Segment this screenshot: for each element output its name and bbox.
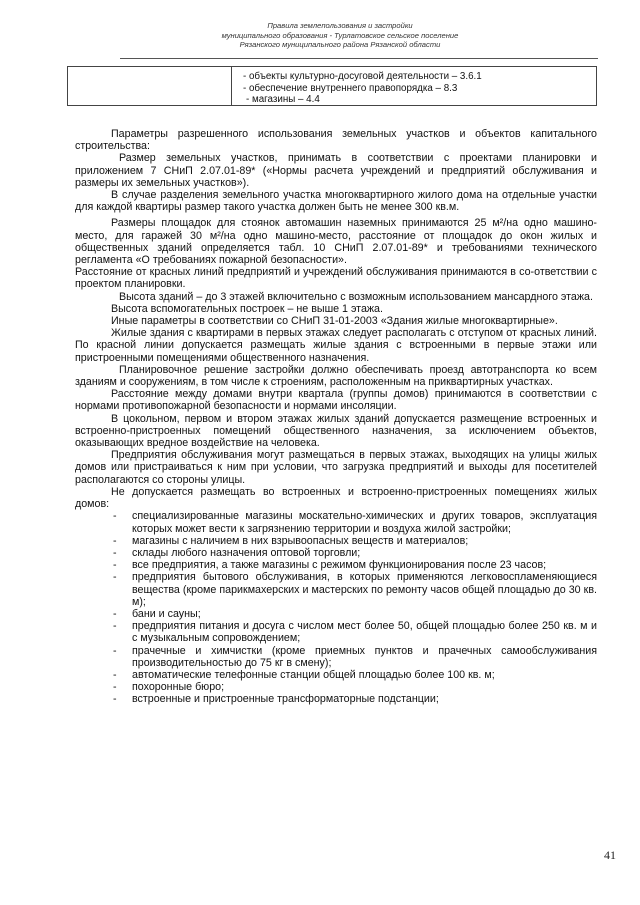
table-item: - магазины – 4.4 — [246, 94, 320, 105]
paragraph: Иные параметры в соответствии со СНиП 31-01-2003 «Здания жилые многоквартирные». — [111, 315, 558, 328]
list-item: - прачечные и химчистки (кроме приемных пунктов и прачечных самообслуживания производительностью до 75 кг в смену); — [75, 645, 597, 669]
header-line-3: Рязанского муниципального района Рязанской области — [239, 40, 441, 50]
list-item: - все предприятия, а также магазины с режимом функционирования после 23 часов; — [75, 559, 597, 571]
header-line-1: Правила землепользования и застройки — [267, 21, 413, 30]
paragraph: Предприятия обслуживания могут размещаться в первых этажах, выходящих на улицы жилых домов или пристраиваться к ним при условии, что загрузка предприятий и выходы для посетителей располагаются со стороны улицы. — [75, 449, 597, 486]
paragraph: Высота вспомогательных построек – не выше 1 этажа. — [111, 302, 383, 315]
list-item: - склады любого назначения оптовой торговли; — [75, 547, 597, 559]
table-item: - обеспечение внутреннего правопорядка – 8.3 — [243, 82, 458, 94]
list-item: - встроенные и пристроенные трансформаторные подстанции; — [75, 693, 597, 705]
paragraph: Высота зданий – до 3 этажей включительно с возможным использованием мансардного этажа. — [119, 290, 593, 303]
paragraph: Размеры площадок для стоянок автомашин наземных принимаются 25 м²/на одно машино-место, для гаражей 30 м²/на одно машино-место, расстояние от площадок до окон жилых и общественных зданий определяется табл. 10 СНиП 2.07.01-89* и требованиями технического регламента «О требованиях пожарной безопасности». — [75, 217, 597, 267]
header-rule — [120, 58, 598, 59]
table-item: - объекты культурно-досуговой деятельности – 3.6.1 — [243, 71, 482, 82]
running-header — [150, 21, 530, 50]
paragraph: Жилые здания с квартирами в первых этажах следует располагать с отступом от красных линий. По красной линии допускается размещать жилые здания с встроенными в первые этажи или пристроенными помещениями общественного назначения. — [75, 327, 597, 364]
list-item: - специализированные магазины москательно-химических и других товаров, эксплуатация которых может вести к загрязнению территории и воздуха жилой застройки; — [75, 510, 597, 534]
paragraph: Размер земельных участков, принимать в соответствии с проектами планировки и приложением 7 СНиП 2.07.01-89* («Нормы расчета учреждений и предприятий обслуживания и размеры их земельных участков»). — [75, 152, 597, 189]
list-item: - бани и сауны; — [75, 608, 597, 620]
paragraph: Параметры разрешенного использования земельных участков и объектов капитального строительства: — [75, 128, 597, 153]
table-cell — [243, 71, 593, 106]
document-body — [75, 128, 597, 706]
paragraph: Расстояние от красных линий предприятий и учреждений обслуживания принимаются в со-ответствии с проектом планировки. — [75, 266, 597, 291]
page-number: 41 — [604, 848, 616, 862]
list-item: - похоронные бюро; — [75, 681, 597, 693]
paragraph: Расстояние между домами внутри квартала (группы домов) принимаются в соответствии с нормами противопожарной безопасности и нормами инсоляции. — [75, 388, 597, 413]
prohibited-list — [75, 510, 597, 705]
list-item: - предприятия питания и досуга с числом мест более 50, общей площадью более 250 кв. м и с музыкальным сопровождением; — [75, 620, 597, 644]
paragraph: Планировочное решение застройки должно обеспечивать проезд автотранспорта ко всем зданиям и сооружениям, в том числе к строениям, расположенным на приквартирных участках. — [75, 363, 597, 389]
table-column-divider — [231, 67, 232, 105]
list-item: - магазины с наличием в них взрывоопасных веществ и материалов; — [75, 535, 597, 547]
header-line-2: муниципального образования - Турлатовское сельское поселение — [221, 30, 459, 40]
list-item: - предприятия бытового обслуживания, в которых применяются легковоспламеняющиеся вещества (кроме парикмахерских и мастерских по ремонту часов общей площадью до 30 кв. м); — [75, 571, 597, 608]
paragraph: В случае разделения земельного участка многоквартирного жилого дома на отдельные участки для каждой квартиры размер такого участка должен быть не менее 300 кв.м. — [75, 189, 597, 214]
paragraph: В цокольном, первом и втором этажах жилых зданий допускается размещение встроенных и встроенно-пристроенных помещений общественного назначения, за исключением объектов, оказывающих вредное воздействие на человека. — [75, 412, 597, 450]
list-item: - автоматические телефонные станции общей площадью более 100 кв. м; — [75, 669, 597, 681]
permitted-use-table — [67, 66, 597, 106]
paragraph: Не допускается размещать во встроенных и встроенно-пристроенных помещениях жилых домов: — [75, 485, 597, 511]
